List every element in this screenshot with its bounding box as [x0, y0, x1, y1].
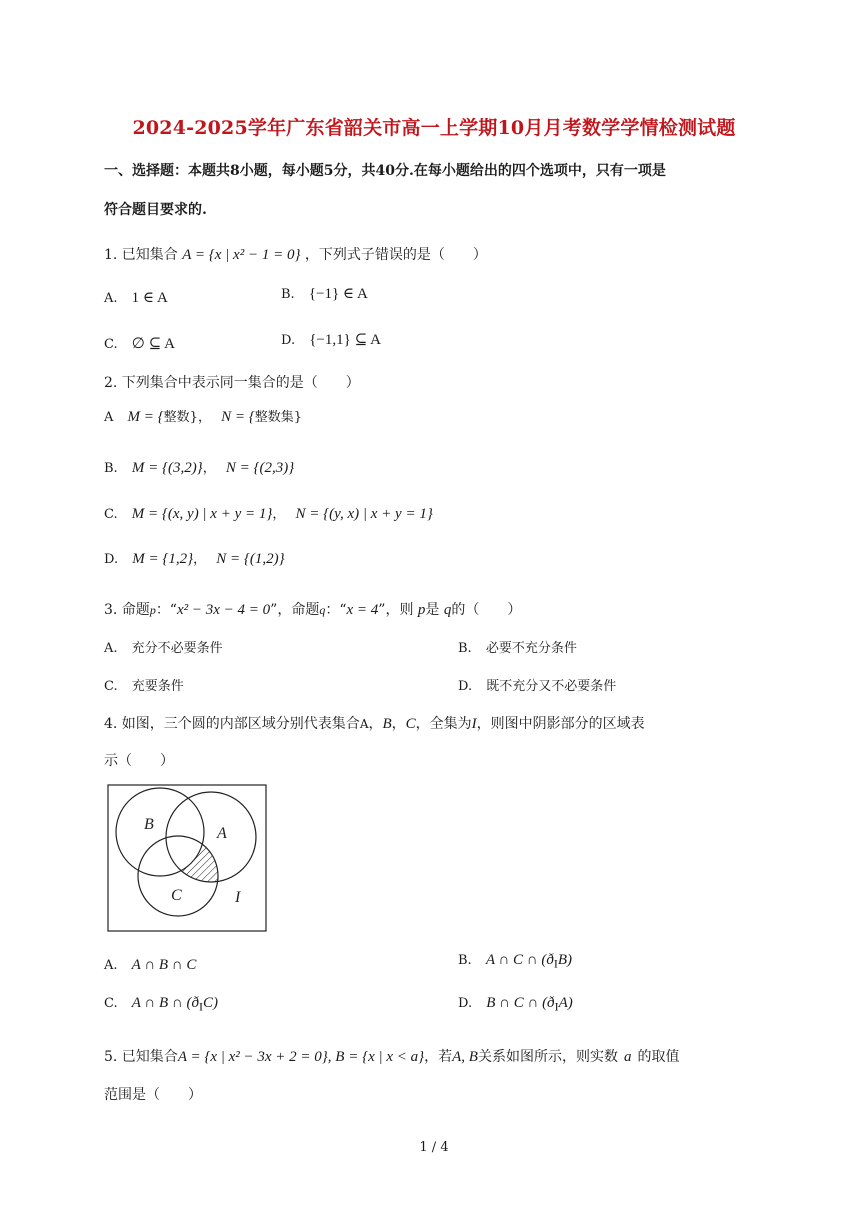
option-text: 充分不必要条件: [131, 641, 223, 656]
set-m-text: 整数}: [163, 410, 198, 425]
q3-option-b: [458, 637, 577, 656]
q5-set-definitions: A = {x | x² − 3x + 2 = 0}, B = {x | x < a}: [177, 1049, 425, 1065]
option-text-tail: B): [557, 952, 573, 968]
set-n-text: 整数集}: [254, 410, 303, 425]
option-text: A ∩ C ∩ (ð: [485, 952, 554, 968]
option-label: A.: [104, 291, 118, 306]
question-4-stem-line1: 4. 如图，三个圆的内部区域分别代表集合A，B，C，全集为I，则图中阴影部分的区域表: [104, 716, 645, 732]
q3-equation-q: x = 4: [346, 602, 379, 618]
circle-b: [116, 788, 204, 876]
question-2-stem: 2. 下列集合中表示同一集合的是（ ）: [104, 375, 360, 391]
option-text: 必要不充分条件: [485, 641, 577, 656]
option-label: A.: [104, 641, 118, 656]
venn-diagram: [107, 784, 267, 932]
venn-label-i: I: [235, 889, 241, 906]
q3-text: ”，命题: [270, 602, 320, 618]
q3-p-symbol: p: [149, 603, 156, 617]
venn-label-c: C: [171, 887, 182, 904]
question-3-stem: [104, 599, 521, 619]
q5-sets: A, B: [452, 1049, 478, 1065]
question-1-stem: [104, 244, 487, 264]
q3-text: ”，则: [378, 602, 414, 618]
option-text: 1 ∈ A: [131, 290, 168, 306]
q3-text: 的（ ）: [451, 602, 522, 618]
document-title: 2024-2025学年广东省韶关市高一上学期10月月考数学学情检测试题: [132, 117, 736, 139]
q1-option-c: [104, 334, 175, 353]
q5-text: 的取值: [637, 1049, 680, 1065]
q3-option-d: [458, 675, 616, 694]
q1-option-a: [104, 288, 168, 307]
separator: ，: [272, 507, 286, 522]
q2-option-c: [104, 503, 433, 523]
option-text: {−1,1} ⊆ A: [309, 332, 381, 348]
question-5-stem-line1: [104, 1046, 679, 1066]
q4-option-a: [104, 957, 196, 974]
option-text: {−1} ∈ A: [308, 286, 368, 302]
q3-option-c: [104, 675, 184, 694]
section-heading-line2: 符合题目要求的.: [104, 202, 207, 218]
option-label: D.: [458, 679, 473, 694]
q5-text: 5. 已知集合: [104, 1049, 178, 1065]
option-label: A: [104, 410, 114, 425]
q3-q-symbol: q: [443, 602, 452, 618]
complement-subscript: I: [198, 999, 203, 1014]
option-text: 充要条件: [131, 679, 184, 694]
set-n: N = {(1,2)}: [216, 551, 285, 567]
option-label: D.: [104, 552, 119, 567]
q4-set-b: B: [382, 716, 392, 732]
q5-variable-a: a: [623, 1049, 632, 1065]
separator: ，: [193, 552, 207, 567]
venn-label-b: B: [144, 816, 154, 833]
q1-suffix: ，下列式子错误的是（ ）: [304, 247, 487, 263]
q2-option-a: [104, 406, 302, 426]
q1-option-d: [281, 330, 381, 349]
q3-text: 3. 命题: [104, 602, 150, 618]
q1-option-b: [281, 284, 368, 303]
option-label: B.: [281, 287, 295, 302]
q4-set-a: A: [359, 717, 369, 731]
option-text: 既不充分又不必要条件: [486, 679, 617, 694]
q3-equation-p: x² − 3x − 4 = 0: [176, 602, 271, 618]
q3-q-symbol: q: [319, 603, 326, 617]
q4-set-c: C: [405, 716, 416, 732]
q3-p-symbol: p: [417, 602, 426, 618]
option-text: A ∩ B ∩ (ð: [131, 995, 199, 1011]
q4-option-d: [458, 995, 573, 1015]
complement-subscript: I: [553, 956, 558, 971]
option-label: C.: [104, 996, 118, 1011]
set-m: M = {1,2}: [132, 551, 194, 567]
option-text: ∅ ⊆ A: [131, 336, 175, 352]
option-label: C.: [104, 507, 118, 522]
option-text-tail: C): [202, 995, 218, 1011]
q3-text: 是: [425, 602, 440, 618]
section-heading-line1: 一、选择题：本题共8小题，每小题5分，共40分.在每小题给出的四个选项中，只有一项是: [104, 163, 666, 179]
q1-set-definition: A = {x | x² − 1 = 0}: [182, 247, 301, 263]
option-label: C.: [104, 337, 118, 352]
q4-option-c: [104, 995, 218, 1015]
q4-text: 4. 如图，三个圆的内部区域分别代表集合: [104, 716, 360, 732]
q5-text: ，若: [424, 1049, 453, 1065]
page-number: 1 / 4: [419, 1140, 449, 1155]
venn-label-a: A: [217, 825, 227, 842]
q4-option-b: [458, 952, 572, 972]
set-n: N = {(y, x) | x + y = 1}: [295, 506, 433, 522]
q3-option-a: [104, 637, 223, 656]
q3-text: ：“: [325, 602, 347, 618]
option-label: D.: [458, 996, 473, 1011]
set-n: N = {(2,3)}: [225, 460, 295, 476]
q5-text: 关系如图所示，则实数: [477, 1049, 618, 1065]
set-m: M = {: [127, 409, 164, 425]
option-label: B.: [458, 953, 472, 968]
option-text: A ∩ B ∩ C: [131, 957, 197, 973]
set-m: M = {(3,2)}: [131, 460, 203, 476]
question-5-stem-line2: 范围是（ ）: [104, 1087, 202, 1103]
option-label: D.: [281, 333, 296, 348]
set-n: N = {: [221, 409, 255, 425]
separator: ，: [197, 410, 211, 425]
q4-universal-set: I: [471, 716, 477, 732]
q1-prefix: 1. 已知集合: [104, 247, 178, 263]
q4-text: ，则图中阴影部分的区域表: [476, 716, 645, 732]
option-label: C.: [104, 679, 118, 694]
set-m: M = {(x, y) | x + y = 1}: [131, 506, 273, 522]
q3-text: ：“: [155, 602, 177, 618]
q2-option-d: [104, 548, 285, 568]
option-label: B.: [104, 461, 118, 476]
option-label: B.: [458, 641, 472, 656]
q4-text: ，全集为: [415, 716, 472, 732]
option-text: B ∩ C ∩ (ð: [486, 995, 555, 1011]
complement-subscript: I: [554, 999, 559, 1014]
question-4-stem-line2: 示（ ）: [104, 753, 174, 769]
q2-option-b: [104, 457, 294, 477]
option-label: A.: [104, 958, 118, 973]
separator: ，: [202, 461, 216, 476]
option-text-tail: A): [558, 995, 573, 1011]
